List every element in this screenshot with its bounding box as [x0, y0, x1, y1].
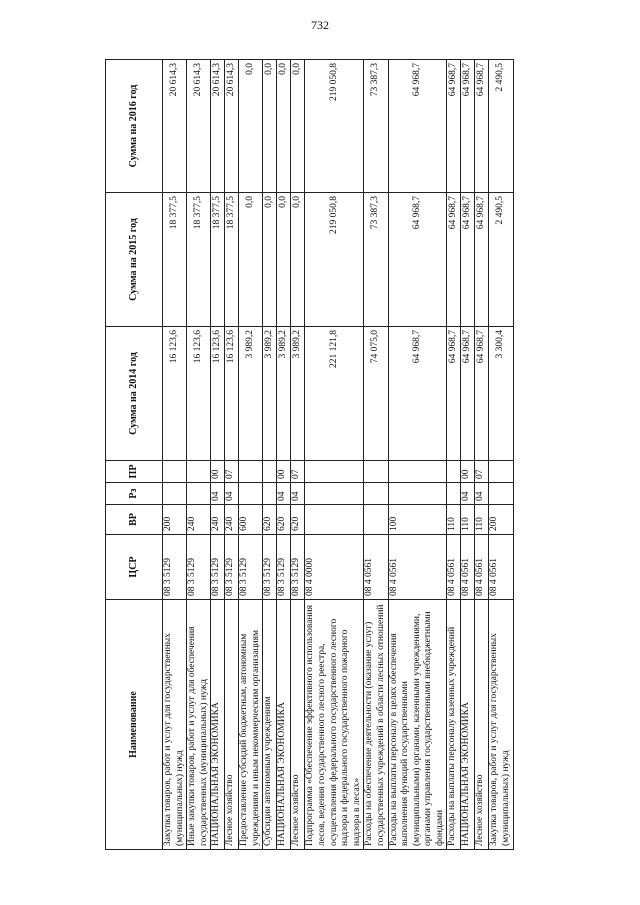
cell-rz	[388, 483, 447, 505]
table-row	[489, 60, 513, 850]
cell-sum-2014: 64 968,7	[461, 327, 475, 461]
cell-csr: 08 3 5129	[225, 535, 239, 600]
cell-pr	[239, 461, 263, 483]
cell-pr: 07	[225, 461, 239, 483]
cell-sum-2015: 2 490,5	[489, 193, 513, 327]
cell-sum-2016: 64 968,7	[388, 60, 447, 193]
cell-rz	[263, 483, 277, 505]
col-header-pr: ПР	[106, 461, 163, 483]
cell-rz: 04	[291, 483, 305, 505]
cell-sum-2016: 20 614,3	[225, 60, 239, 193]
cell-name: Иные закупки товаров, работ и услуг для обеспечения государственных (муниципальных) нужд	[187, 600, 211, 850]
table-row	[277, 60, 291, 850]
col-header-csr: ЦСР	[106, 535, 163, 600]
cell-rz: 04	[461, 483, 475, 505]
cell-csr: 08 3 5129	[263, 535, 277, 600]
cell-sum-2016: 0,0	[263, 60, 277, 193]
cell-name: Расходы на обеспечение деятельности (оказание услуг) государственных учреждений в области лесных отношений	[364, 600, 388, 850]
cell-rz	[447, 483, 461, 505]
cell-name: НАЦИОНАЛЬНАЯ ЭКОНОМИКА	[211, 600, 225, 850]
cell-sum-2014: 3 989,2	[277, 327, 291, 461]
cell-sum-2014: 221 121,8	[305, 327, 364, 461]
cell-rz: 04	[475, 483, 489, 505]
cell-vr: 240	[225, 505, 239, 535]
cell-pr: 00	[461, 461, 475, 483]
cell-pr	[364, 461, 388, 483]
cell-vr	[305, 505, 364, 535]
cell-sum-2015: 64 968,7	[461, 193, 475, 327]
cell-pr	[263, 461, 277, 483]
cell-sum-2014: 74 075,0	[364, 327, 388, 461]
cell-sum-2015: 18 377,5	[187, 193, 211, 327]
cell-sum-2014: 3 989,2	[239, 327, 263, 461]
cell-sum-2014: 3 989,2	[291, 327, 305, 461]
cell-vr: 240	[187, 505, 211, 535]
cell-rz	[364, 483, 388, 505]
cell-pr: 07	[475, 461, 489, 483]
cell-sum-2016: 0,0	[277, 60, 291, 193]
cell-csr: 08 3 5129	[163, 535, 187, 600]
table-header	[106, 60, 163, 850]
cell-name: Предоставление субсидий бюджетным, автономным учреждениям и иным некоммерческим организациям	[239, 600, 263, 850]
cell-sum-2015: 64 968,7	[447, 193, 461, 327]
col-header-sum-2014: Сумма на 2014 год	[106, 327, 163, 461]
col-header-sum-2015: Сумма на 2015 год	[106, 193, 163, 327]
cell-sum-2015: 64 968,7	[475, 193, 489, 327]
cell-csr: 08 4 0561	[447, 535, 461, 600]
cell-rz	[305, 483, 364, 505]
cell-sum-2014: 64 968,7	[447, 327, 461, 461]
cell-sum-2016: 219 050,8	[305, 60, 364, 193]
cell-name: Закупка товаров, работ и услуг для государственных (муниципальных) нужд	[489, 600, 513, 850]
cell-csr: 08 4 0561	[475, 535, 489, 600]
cell-name: Расходы на выплаты персоналу казенных учреждений	[447, 600, 461, 850]
cell-rz	[239, 483, 263, 505]
cell-csr: 08 4 0561	[461, 535, 475, 600]
table-body	[163, 60, 514, 850]
cell-sum-2015: 0,0	[239, 193, 263, 327]
cell-sum-2015: 18 377,5	[225, 193, 239, 327]
cell-vr: 200	[163, 505, 187, 535]
cell-csr: 08 4 0561	[489, 535, 513, 600]
table-row	[388, 60, 447, 850]
table-row	[263, 60, 277, 850]
cell-rz: 04	[277, 483, 291, 505]
table-row	[239, 60, 263, 850]
cell-csr: 08 3 5129	[291, 535, 305, 600]
cell-rz	[187, 483, 211, 505]
cell-sum-2016: 64 968,7	[447, 60, 461, 193]
cell-pr	[163, 461, 187, 483]
page-number: 732	[311, 18, 329, 32]
cell-rz	[489, 483, 513, 505]
table-row	[225, 60, 239, 850]
cell-sum-2016: 20 614,3	[211, 60, 225, 193]
cell-name: Расходы на выплаты персоналу в целях обеспечения выполнения функций государственными (муниципальными) органами, казенными учреждениями, органами управления государственными внебюджетными фондами	[388, 600, 447, 850]
cell-csr: 08 4 0561	[364, 535, 388, 600]
cell-sum-2015: 0,0	[291, 193, 305, 327]
cell-pr	[447, 461, 461, 483]
cell-name: Подпрограмма «Обеспечение эффективного использования лесов, ведения государственного лесного реестра, осуществления федерального государственного лесного надзора и федерального государственного пожарного надзора в лесах»	[305, 600, 364, 850]
cell-sum-2014: 3 300,4	[489, 327, 513, 461]
cell-sum-2014: 64 968,7	[475, 327, 489, 461]
cell-vr: 100	[388, 505, 447, 535]
cell-sum-2014: 16 123,6	[187, 327, 211, 461]
cell-sum-2015: 64 968,7	[388, 193, 447, 327]
cell-name: НАЦИОНАЛЬНАЯ ЭКОНОМИКА	[461, 600, 475, 850]
cell-sum-2014: 3 989,2	[263, 327, 277, 461]
cell-sum-2016: 64 968,7	[475, 60, 489, 193]
cell-vr: 110	[461, 505, 475, 535]
cell-sum-2014: 16 123,6	[225, 327, 239, 461]
table-row	[163, 60, 187, 850]
cell-sum-2016: 20 614,3	[187, 60, 211, 193]
cell-pr	[305, 461, 364, 483]
header-row	[106, 60, 163, 850]
budget-table	[105, 59, 514, 850]
rotated-table-container	[105, 60, 640, 850]
cell-rz	[163, 483, 187, 505]
col-header-rz: Рз	[106, 483, 163, 505]
col-header-vr: ВР	[106, 505, 163, 535]
cell-vr: 620	[291, 505, 305, 535]
cell-pr: 00	[277, 461, 291, 483]
cell-vr	[364, 505, 388, 535]
cell-rz: 04	[225, 483, 239, 505]
cell-sum-2016: 20 614,3	[163, 60, 187, 193]
table-row	[291, 60, 305, 850]
cell-pr: 07	[291, 461, 305, 483]
cell-vr: 600	[239, 505, 263, 535]
col-header-sum-2016: Сумма на 2016 год	[106, 60, 163, 193]
cell-pr	[489, 461, 513, 483]
cell-vr: 200	[489, 505, 513, 535]
cell-csr: 08 3 5129	[239, 535, 263, 600]
cell-pr: 00	[211, 461, 225, 483]
cell-csr: 08 4 0000	[305, 535, 364, 600]
table-row	[447, 60, 461, 850]
cell-sum-2014: 16 123,6	[163, 327, 187, 461]
cell-name: Субсидии автономным учреждениям	[263, 600, 277, 850]
cell-vr: 240	[211, 505, 225, 535]
cell-vr: 110	[475, 505, 489, 535]
cell-sum-2015: 18 377,5	[163, 193, 187, 327]
cell-name: НАЦИОНАЛЬНАЯ ЭКОНОМИКА	[277, 600, 291, 850]
cell-csr: 08 4 0561	[388, 535, 447, 600]
cell-pr	[388, 461, 447, 483]
cell-name: Лесное хозяйство	[291, 600, 305, 850]
cell-sum-2015: 18 377,5	[211, 193, 225, 327]
table-row	[211, 60, 225, 850]
col-header-name: Наименование	[106, 600, 163, 850]
cell-csr: 08 3 5129	[277, 535, 291, 600]
cell-sum-2015: 219 050,8	[305, 193, 364, 327]
table-row	[364, 60, 388, 850]
cell-pr	[187, 461, 211, 483]
cell-name: Закупка товаров, работ и услуг для государственных (муниципальных) нужд	[163, 600, 187, 850]
cell-vr: 620	[263, 505, 277, 535]
cell-name: Лесное хозяйство	[475, 600, 489, 850]
table-row	[305, 60, 364, 850]
cell-sum-2016: 64 968,7	[461, 60, 475, 193]
cell-vr: 110	[447, 505, 461, 535]
table-row	[475, 60, 489, 850]
table-row	[461, 60, 475, 850]
cell-vr: 620	[277, 505, 291, 535]
cell-sum-2015: 0,0	[263, 193, 277, 327]
cell-sum-2016: 2 490,5	[489, 60, 513, 193]
cell-csr: 08 3 5129	[211, 535, 225, 600]
cell-rz: 04	[211, 483, 225, 505]
cell-sum-2015: 73 387,3	[364, 193, 388, 327]
cell-sum-2015: 0,0	[277, 193, 291, 327]
cell-csr: 08 3 5129	[187, 535, 211, 600]
cell-sum-2014: 64 968,7	[388, 327, 447, 461]
cell-name: Лесное хозяйство	[225, 600, 239, 850]
table-row	[187, 60, 211, 850]
cell-sum-2016: 0,0	[239, 60, 263, 193]
cell-sum-2016: 73 387,3	[364, 60, 388, 193]
cell-sum-2016: 0,0	[291, 60, 305, 193]
cell-sum-2014: 16 123,6	[211, 327, 225, 461]
